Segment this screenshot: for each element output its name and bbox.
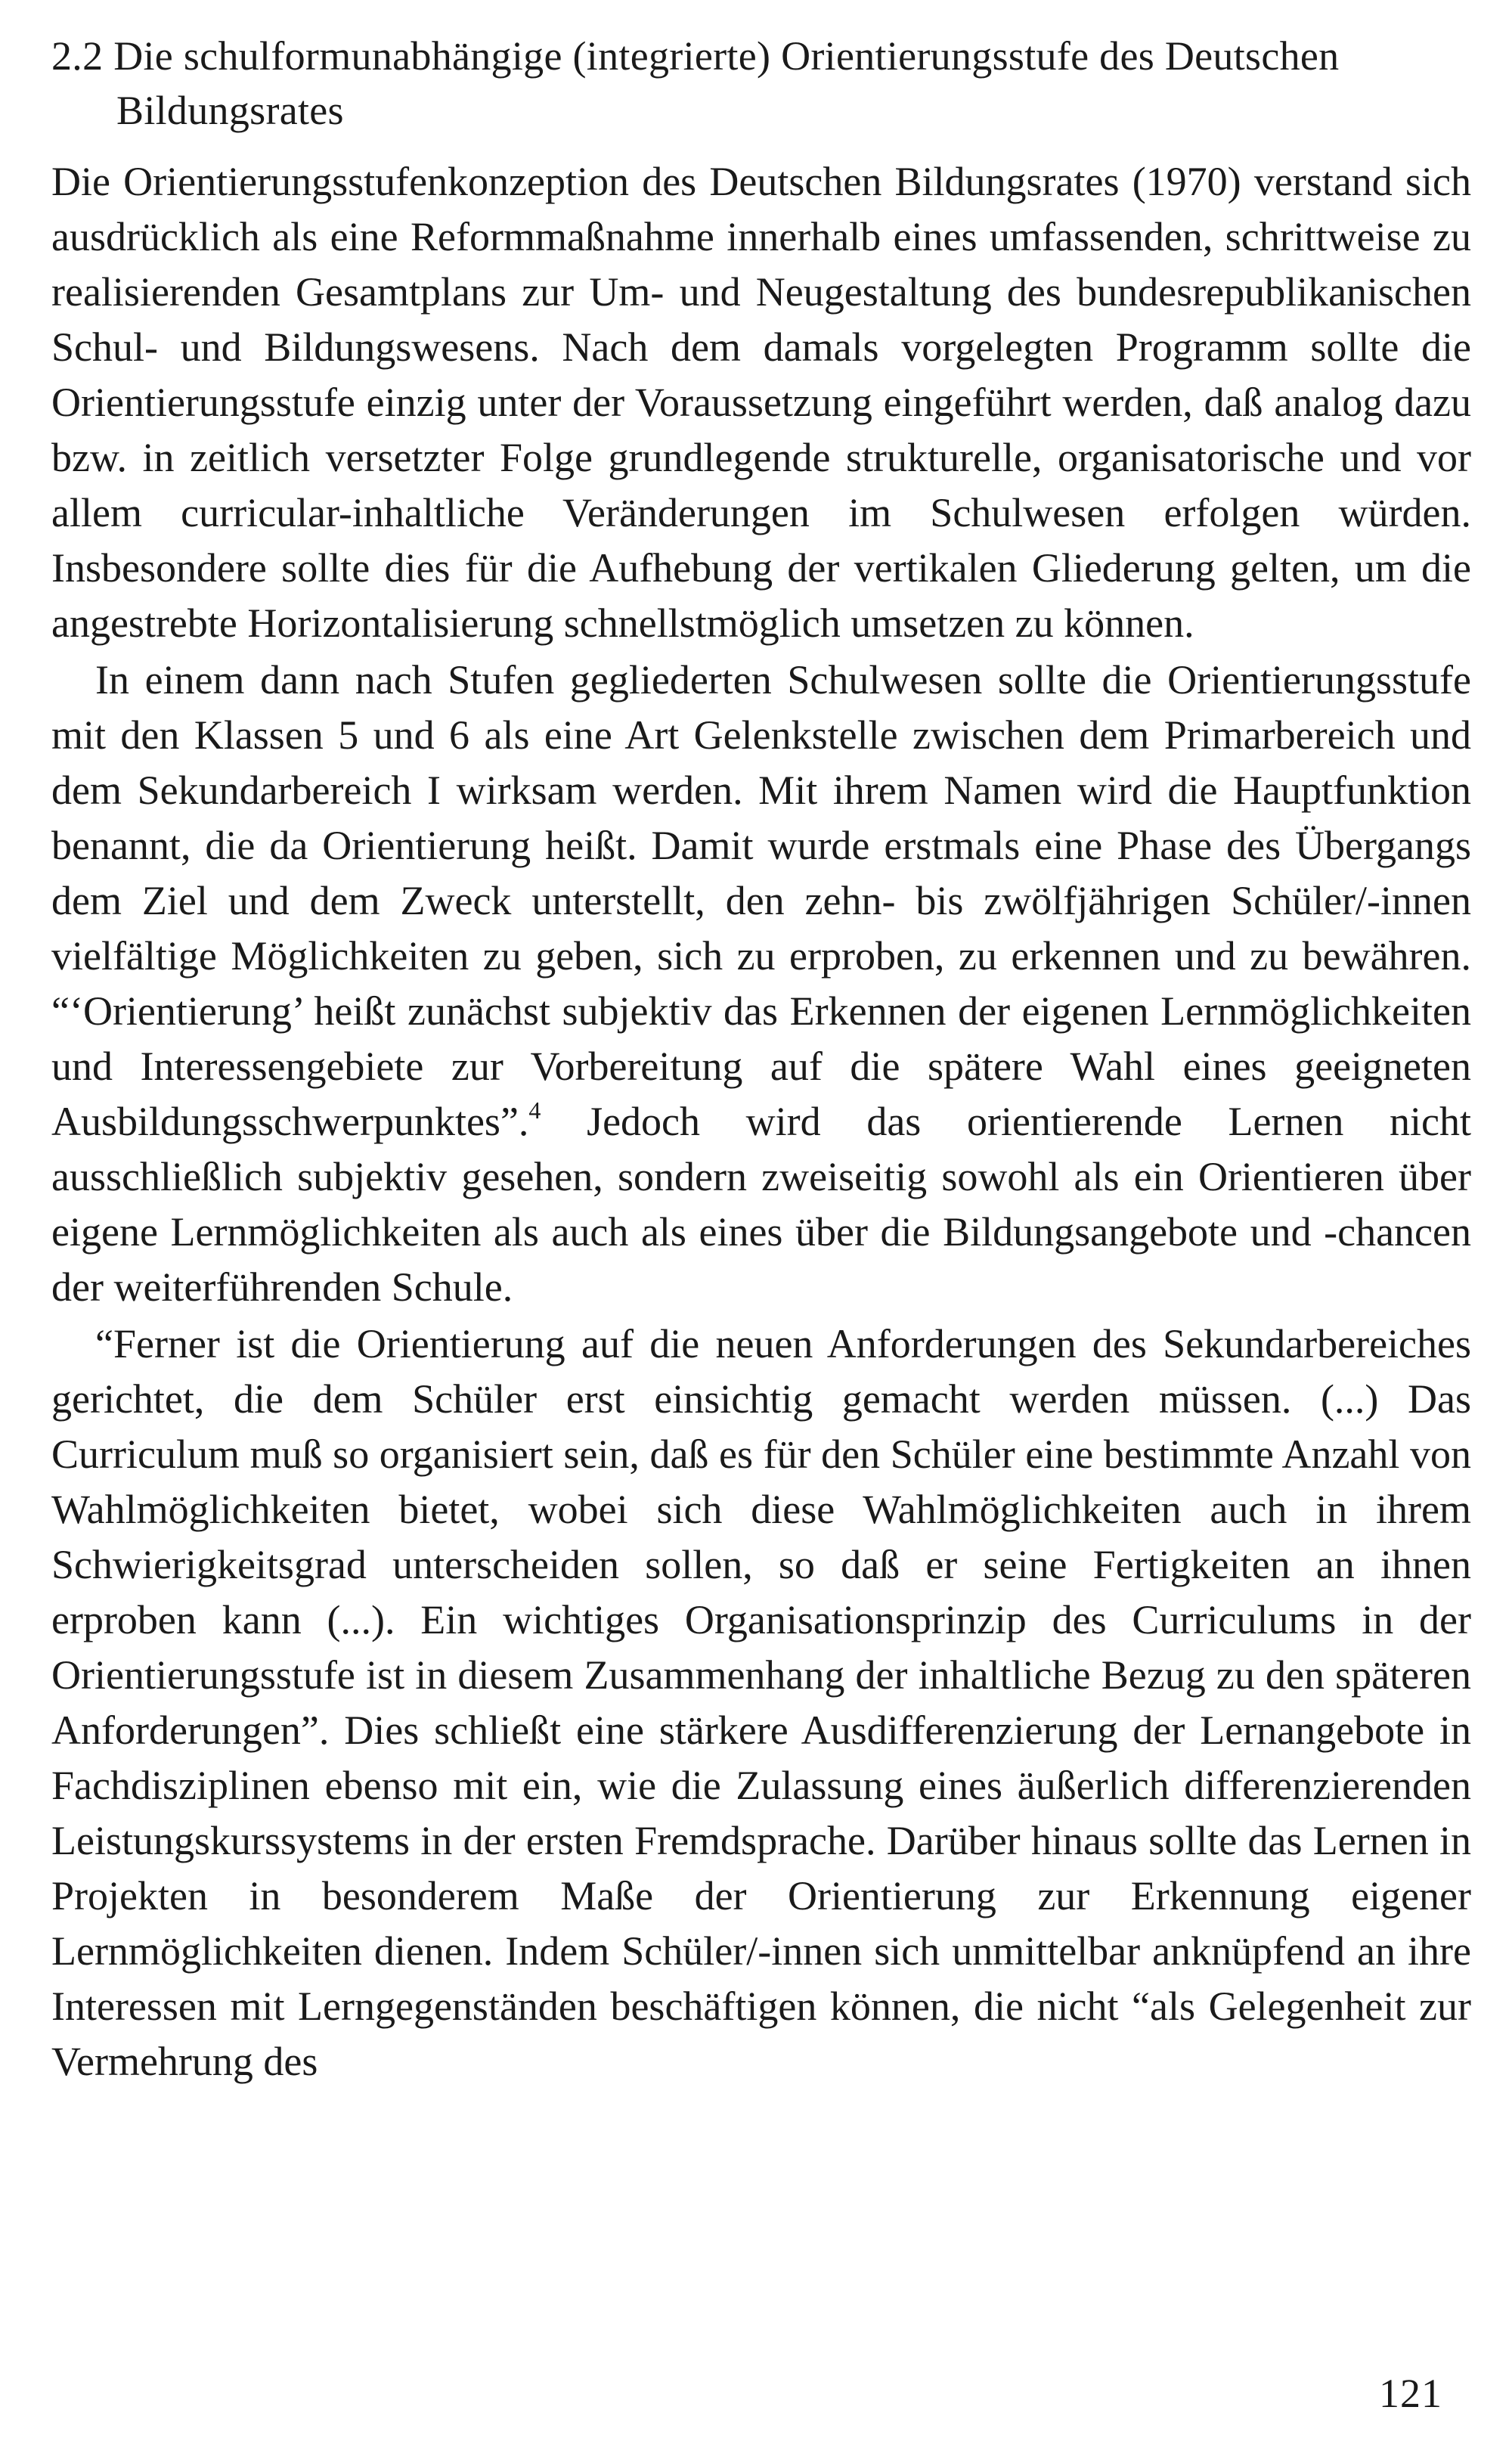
paragraph-3: “Ferner ist die Orientierung auf die neuen Anforderungen des Sekundarbereiches gerichtet, die dem Schüler erst einsichtig gemacht werden müssen. (...) Das Curriculum muß so organisiert sein, daß es für den Schüler eine bestimmte Anzahl von Wahlmöglichkeiten bietet, wobei sich diese Wahlmöglichkeiten auch in ihrem Schwierigkeitsgrad unterscheiden sollen, so daß er seine Fertigkeiten an ihnen erproben kann (...). Ein wichtiges Organisationsprinzip des Curriculums in der Orientierungsstufe ist in diesem Zusammenhang der inhaltliche Bezug zu den späteren Anforderungen”. Dies schließt eine stärkere Ausdifferenzierung der Lernangebote in Fachdisziplinen ebenso mit ein, wie die Zulassung eines äußerlich differenzierenden Leistungskurssystems in der ersten Fremdsprache. Darüber hinaus sollte das Lernen in Projekten in besonderem Maße der Orientierung zur Erkennung eigener Lernmöglichkeiten dienen. Indem Schüler/-innen sich unmittelbar anknüpfend an ihre Interessen mit Lerngegenständen beschäftigen können, die nicht “als Gelegenheit zur Vermehrung des [51, 1321, 1471, 2084]
page-body [51, 29, 1471, 2089]
paragraph-1: Die Orientierungsstufenkonzeption des Deutschen Bildungsrates (1970) verstand sich ausdrücklich als eine Reformmaßnahme innerhalb eines umfassenden, schrittweise zu realisierenden Gesamtplans zur Um- und Neugestaltung des bundesrepublikanischen Schul- und Bildungswesens. Nach dem damals vorgelegten Programm sollte die Orientierungsstufe einzig unter der Voraussetzung eingeführt werden, daß analog dazu bzw. in zeitlich versetzter Folge grundlegende strukturelle, organisatorische und vor allem curricular-inhaltliche Veränderungen im Schulwesen erfolgen würden. Insbesondere sollte dies für die Aufhebung der vertikalen Gliederung gelten, um die angestrebte Horizontalisierung schnellstmöglich umsetzen zu können. [51, 159, 1471, 646]
footnote-marker-4[interactable]: 4 [528, 1096, 541, 1124]
paragraph-2-text-part-1: In einem dann nach Stufen gegliederten Schulwesen sollte die Orientierungsstufe mit den Klassen 5 und 6 als eine Art Gelenkstelle zwischen dem Primarbereich und dem Sekundarbereich I wirksam werden. Mit ihrem Namen wird die Hauptfunktion benannt, die da Orientierung heißt. Damit wurde erstmals eine Phase des Übergangs dem Ziel und dem Zweck unterstellt, den zehn- bis zwölfjährigen Schüler/-innen vielfältige Möglichkeiten zu geben, sich zu erproben, zu erkennen und zu bewähren. “‘Orientierung’ heißt zunächst subjektiv das Erkennen der eigenen Lernmöglichkeiten und Interessengebiete zur Vorbereitung auf die spätere Wahl eines geeigneten Ausbildungsschwerpunktes”. [51, 657, 1471, 1144]
paragraph-2 [51, 653, 1471, 1315]
paragraph-2-text-part-2: Jedoch wird das orientierende Lernen nicht ausschließlich subjektiv gesehen, sondern zweiseitig sowohl als ein Orientieren über eigene Lernmöglichkeiten als auch als eines über die Bildungsangebote und -chancen der weiterführenden Schule. [51, 1099, 1471, 1310]
page-number: 121 [1379, 2371, 1442, 2416]
section-heading: 2.2 Die schulformunabhängige (integrierte) Orientierungsstufe des Deutschen Bildungsrates [51, 33, 1340, 133]
